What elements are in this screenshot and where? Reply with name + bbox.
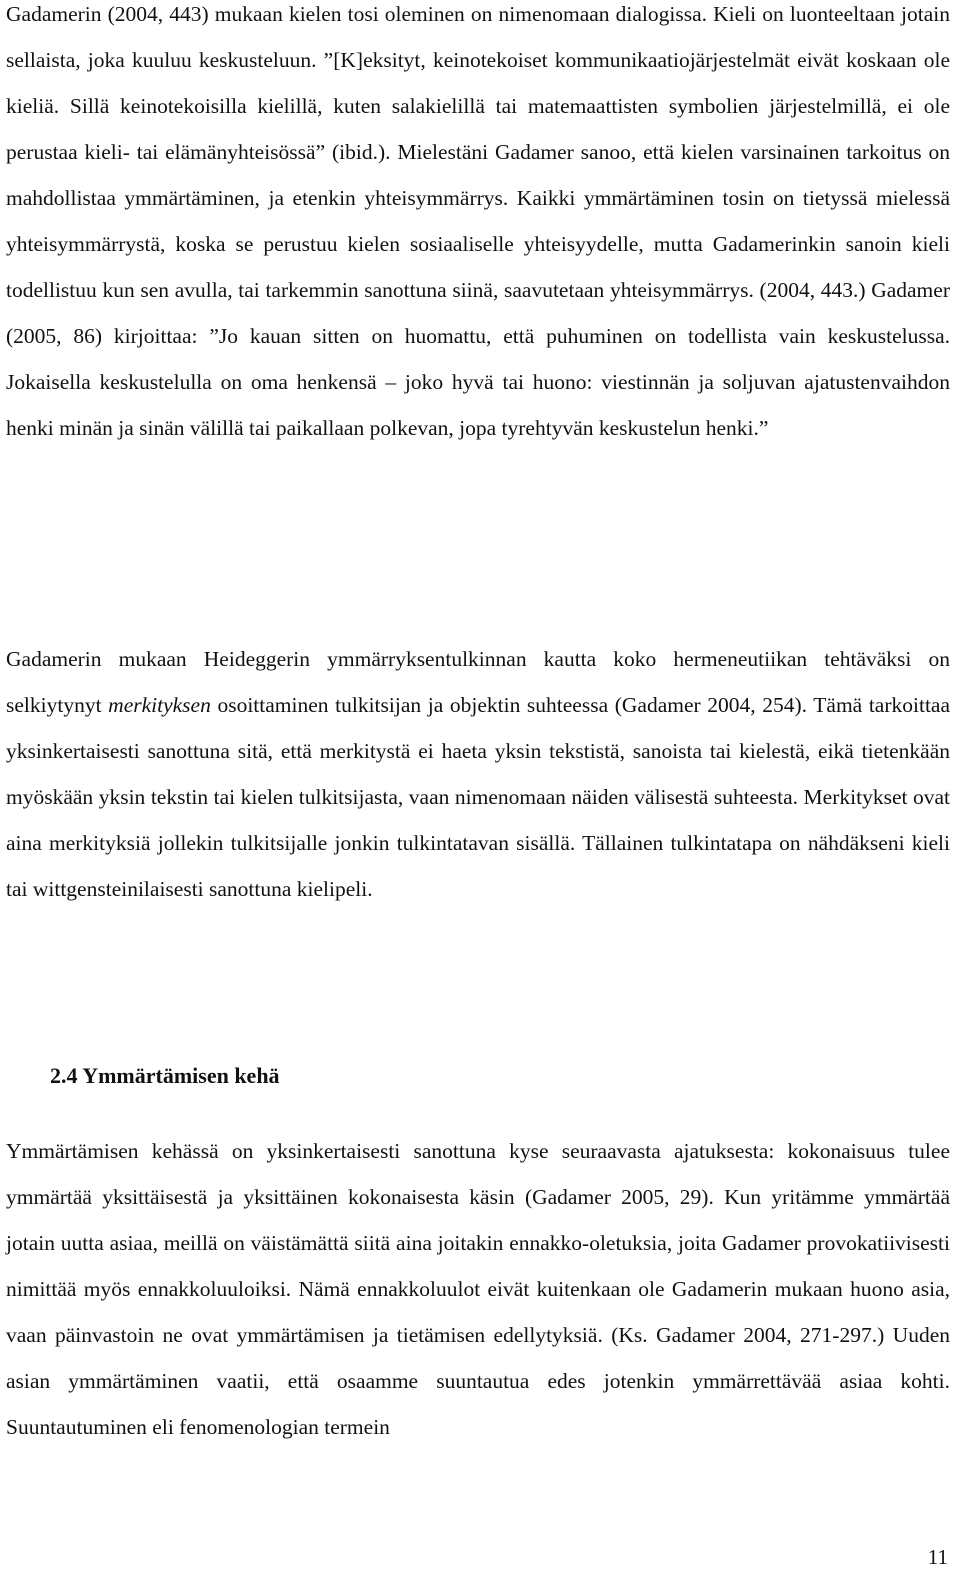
paragraph-dialogue: [6, 0, 950, 451]
paragraph-hermeneutic-circle: [6, 1128, 950, 1450]
page-number: 11: [927, 1545, 948, 1569]
section-title: Ymmärtämisen kehä: [82, 1063, 280, 1088]
section-heading: [50, 1058, 280, 1094]
paragraph-text: Ymmärtämisen kehässä on yksinkertaisesti sanottuna kyse seuraavasta ajatuksesta: kokonaisuus tulee ymmärtää yksittäisestä ja yksittäinen kokonaisesta käsin (Gadamer 2005, 29). Kun yritämme ymmärtää jotain uutta asiaa, meillä on väistämättä siitä aina joitakin ennakko-oletuksia, joita Gadamer provokatiivisesti nimittää myös ennakkoluuloiksi. Nämä ennakkoluulot eivät kuitenkaan ole Gadamerin mukaan huono asia, vaan päinvastoin ne ovat ymmärtämisen ja tietämisen edellytyksiä. (Ks. Gadamer 2004, 271-297.) Uuden asian ymmärtäminen vaatii, että osaamme suuntautua edes jotenkin ymmärrettävää asiaa kohti. Suuntautuminen eli fenomenologian termein: [6, 1139, 950, 1439]
paragraph-text: osoittaminen tulkitsijan ja objektin suhteessa (Gadamer 2004, 254). Tämä tarkoittaa yksinkertaisesti sanottuna sitä, että merkitystä ei haeta yksin tekstistä, sanoista tai kielestä, eikä tietenkään myöskään yksin tekstin tai kielen tulkitsijasta, vaan nimenomaan näiden välisestä suhteesta. Merkitykset ovat aina merkityksiä jollekin tulkitsijalle jonkin tulkintatavan sisällä. Tällainen tulkintatapa on nähdäkseni kieli tai wittgensteinilaisesti sanottuna kielipeli.: [6, 693, 951, 901]
paragraph-meaning: [6, 636, 950, 912]
emphasized-term: merkityksen: [108, 693, 211, 717]
section-number: 2.4: [50, 1063, 78, 1088]
paragraph-text: Gadamerin mukaan Heideggerin ymmärryksentulkinnan kautta koko hermeneutiikan tehtäväksi on selkiytynyt: [6, 647, 950, 717]
paragraph-text: Gadamerin (2004, 443) mukaan kielen tosi oleminen on nimenomaan dialogissa. Kieli on luonteeltaan jotain sellaista, joka kuuluu keskusteluun. ”[K]eksityt, keinotekoiset kommunikaatiojärjestelmät eivät koskaan ole kieliä. Sillä keinotekoisilla kielillä, kuten salakielillä tai matemaattisten symbolien järjestelmillä, ei ole perustaa kieli- tai elämänyhteisössä” (ibid.). Mielestäni Gadamer sanoo, että kielen varsinainen tarkoitus on mahdollistaa ymmärtäminen, ja etenkin yhteisymmärrys. Kaikki ymmärtäminen tosin on tietyssä mielessä yhteisymmärrystä, koska se perustuu kielen sosiaaliselle yhteisyydelle, mutta Gadamerinkin sanoin kieli todellistuu kun sen avulla, tai tarkemmin sanottuna siinä, saavutetaan yhteisymmärrys. (2004, 443.) Gadamer (2005, 86) kirjoittaa: ”Jo kauan sitten on huomattu, että puhuminen on todellista vain keskustelussa. Jokaisella keskustelulla on oma henkensä – joko hyvä tai huono: viestinnän ja soljuvan ajatustenvaihdon henki minän ja sinän välillä tai paikallaan polkevan, jopa tyrehtyvän keskustelun henki.”: [6, 2, 950, 440]
